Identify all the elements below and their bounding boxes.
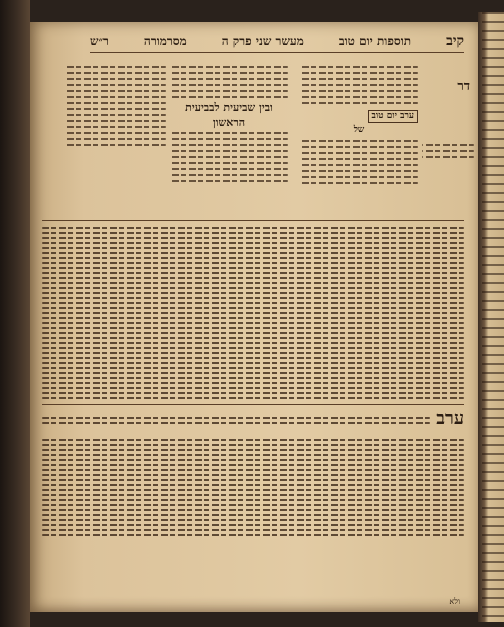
catchword: ולא [449,597,460,606]
book-page [30,22,478,612]
section-divider-2 [42,404,464,405]
commentary-column-left [66,62,166,150]
header-right-title: תוספות יום טוב [338,33,412,48]
column-heading-middle: ובין שביעית לבביעית [185,101,273,114]
header-center-title: מעשר שני פרק ה [221,33,304,48]
column-subheading: של [353,125,365,135]
column-heading-middle-2: הראשון [212,116,246,129]
dense-commentary-block [42,224,464,402]
book-spine [0,0,30,627]
dense-commentary-block-2 [42,414,430,427]
section-divider [42,220,464,221]
facing-page-edge [478,12,504,622]
column-heading: ערב יום טוב [368,110,418,123]
header-left-word: ר״ש [90,33,109,48]
page-number: קיב [446,32,464,49]
margin-number: דר [457,79,470,94]
commentary-column-middle [170,62,288,186]
dense-commentary-block-3 [42,436,464,539]
header-left-title: מסרמורה [143,33,187,48]
initial-word: ערב [436,408,464,429]
commentary-column-right [300,62,418,188]
running-header [90,30,464,53]
margin-note [422,140,474,162]
